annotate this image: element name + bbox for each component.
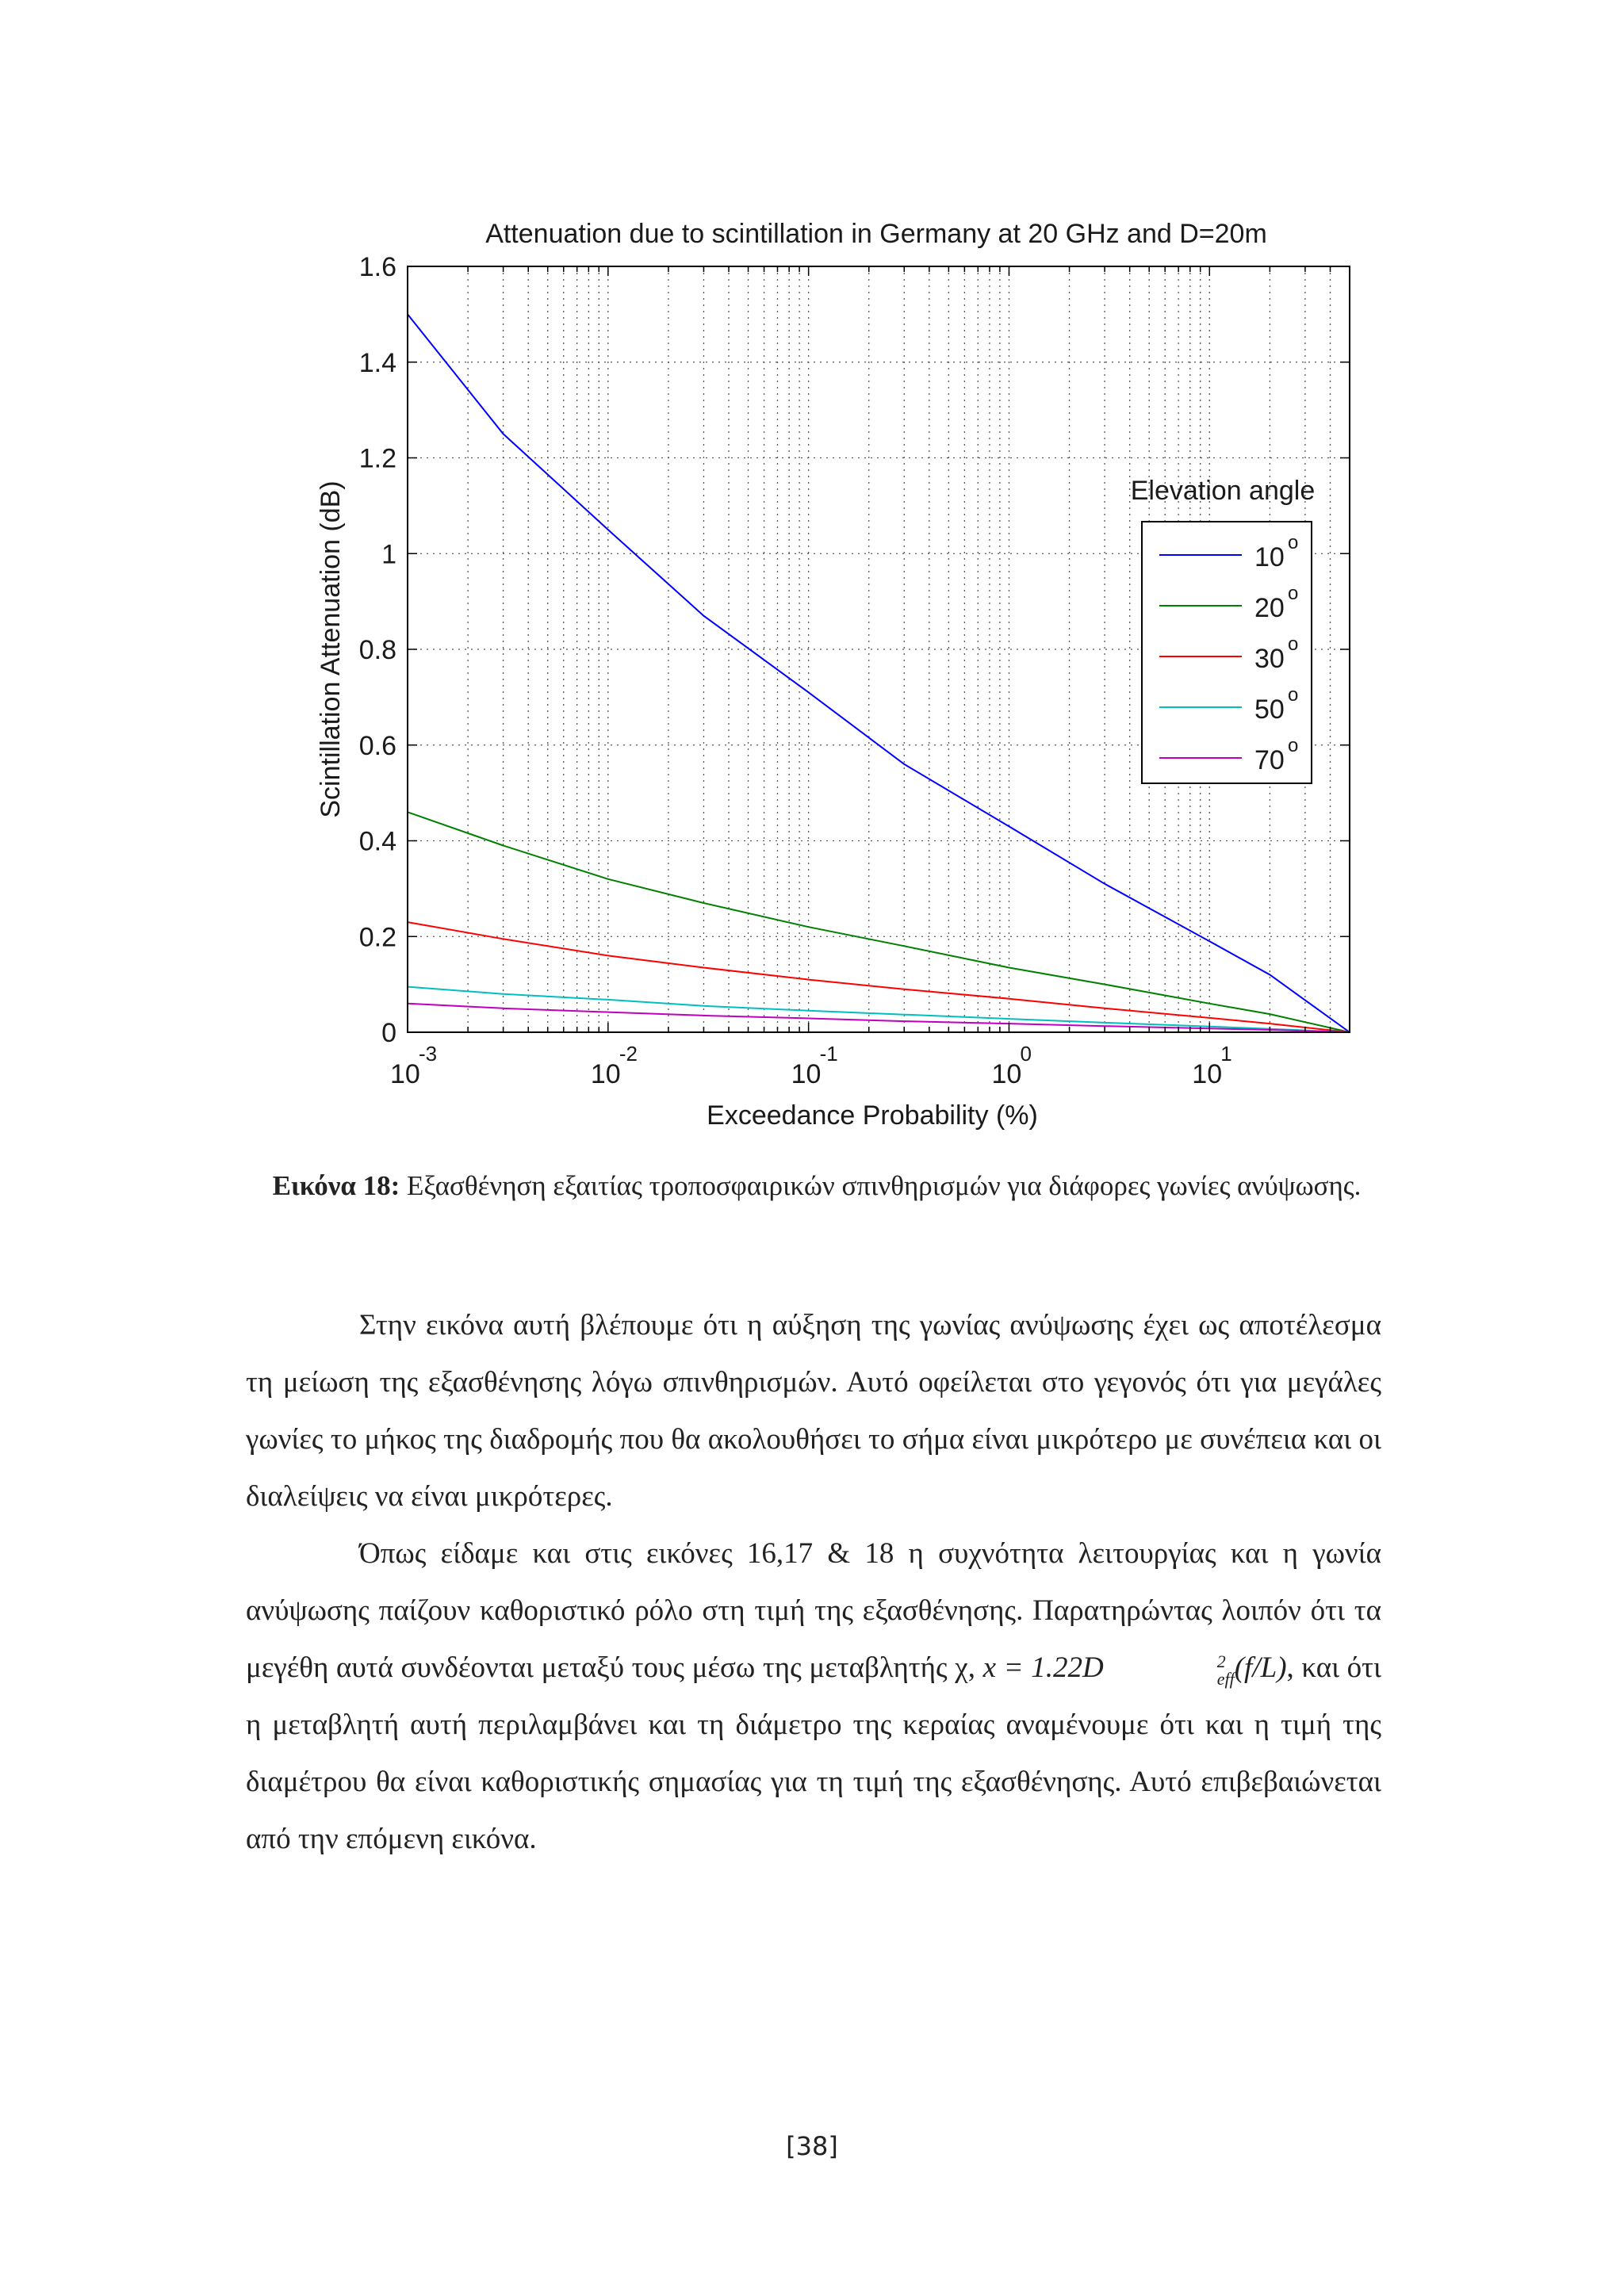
x-tick-label: 10 [1192,1059,1223,1089]
legend-degree: o [1288,532,1299,553]
y-tick-label: 1.6 [358,252,396,282]
x-tick-exponent: -3 [419,1042,438,1066]
y-tick-label: 1.2 [358,443,396,474]
legend-label: 10 [1254,542,1285,572]
y-tick-label: 1.4 [358,347,396,378]
y-tick-label: 0.8 [358,635,396,665]
y-tick-label: 0.4 [358,826,396,857]
body-text [246,1297,1381,1868]
x-tick-exponent: 1 [1220,1042,1232,1066]
x-tick-label: 10 [590,1059,621,1089]
legend-label: 20 [1254,593,1285,623]
caption-label: Εικόνα 18: [272,1170,400,1201]
series-line-30 [408,922,1350,1032]
paragraph-2-part-2: , και ότι η μεταβλητή αυτή περιλαμβάνει και τη διάμετρο της κεραίας αναμένουμε ότι και η τιμή της διαμέτρου θα είναι καθοριστικής σημασίας για τη τιμή της εξασθένησης. Αυτό επιβεβαιώνεται από την επόμενη εικόνα. [246,1651,1381,1855]
x-axis-label: Exceedance Probability (%) [707,1100,1038,1131]
series-line-20 [408,812,1350,1032]
y-tick-label: 0.6 [358,730,396,761]
x-tick-label: 10 [991,1059,1022,1089]
legend-label: 70 [1254,745,1285,775]
x-tick-exponent: -2 [619,1042,638,1066]
x-tick-exponent: -1 [819,1042,838,1066]
legend-degree: o [1288,633,1299,655]
chart-title: Attenuation due to scintillation in Germany at 20 GHz and D=20m [485,219,1267,249]
formula-subscript: eff [1216,1668,1235,1689]
legend-degree: o [1288,735,1299,756]
figure-caption [262,1169,1372,1203]
chart-legend [1131,476,1316,783]
legend-label: 50 [1254,695,1285,725]
legend-degree: o [1288,583,1299,604]
caption-text: Εξασθένηση εξαιτίας τροποσφαιρικών σπινθηρισμών για διάφορες γωνίες ανύψωσης. [407,1170,1362,1201]
x-tick-exponent: 0 [1020,1042,1032,1066]
formula-scripts [1104,1653,1235,1688]
paragraph-1: Στην εικόνα αυτή βλέπουμε ότι η αύξηση της γωνίας ανύψωσης έχει ως αποτέλεσμα τη μείωση της εξασθένησης λόγω σπινθηρισμών. Αυτό οφείλεται στο γεγονός ότι για μεγάλες γωνίες το μήκος της διαδρομής που θα ακολουθήσει το σήμα είναι μικρότερο με συνέπεια και οι διαλείψεις να είναι μικρότερες. [246,1309,1381,1513]
formula-superscript: 2 [1216,1651,1226,1671]
paragraph-2 [246,1525,1381,1868]
page-number: [38] [786,2131,838,2161]
formula-rhs: (f/L) [1234,1651,1287,1684]
formula [982,1651,1287,1689]
legend-label: 30 [1254,644,1285,674]
formula-lhs: x = 1.22D [982,1651,1104,1684]
x-tick-label: 10 [390,1059,420,1089]
y-tick-label: 0 [381,1018,396,1048]
legend-title: Elevation angle [1130,476,1316,506]
x-tick-label: 10 [791,1059,822,1089]
y-tick-label: 0.2 [358,922,396,953]
paragraph-2-part-1: Όπως είδαμε και στις εικόνες 16,17 & 18 η συχνότητα λειτουργίας και η γωνία ανύψωσης παίζουν καθοριστικό ρόλο στη τιμή της εξασθένησης. Παρατηρώντας λοιπόν ότι τα μεγέθη αυτά συνδέονται μεταξύ τους μέσω της μεταβλητής χ, [246,1537,1381,1684]
legend-box [1142,522,1312,783]
legend-degree: o [1288,684,1299,706]
y-axis-label: Scintillation Attenuation (dB) [316,480,346,818]
y-tick-label: 1 [381,539,396,570]
